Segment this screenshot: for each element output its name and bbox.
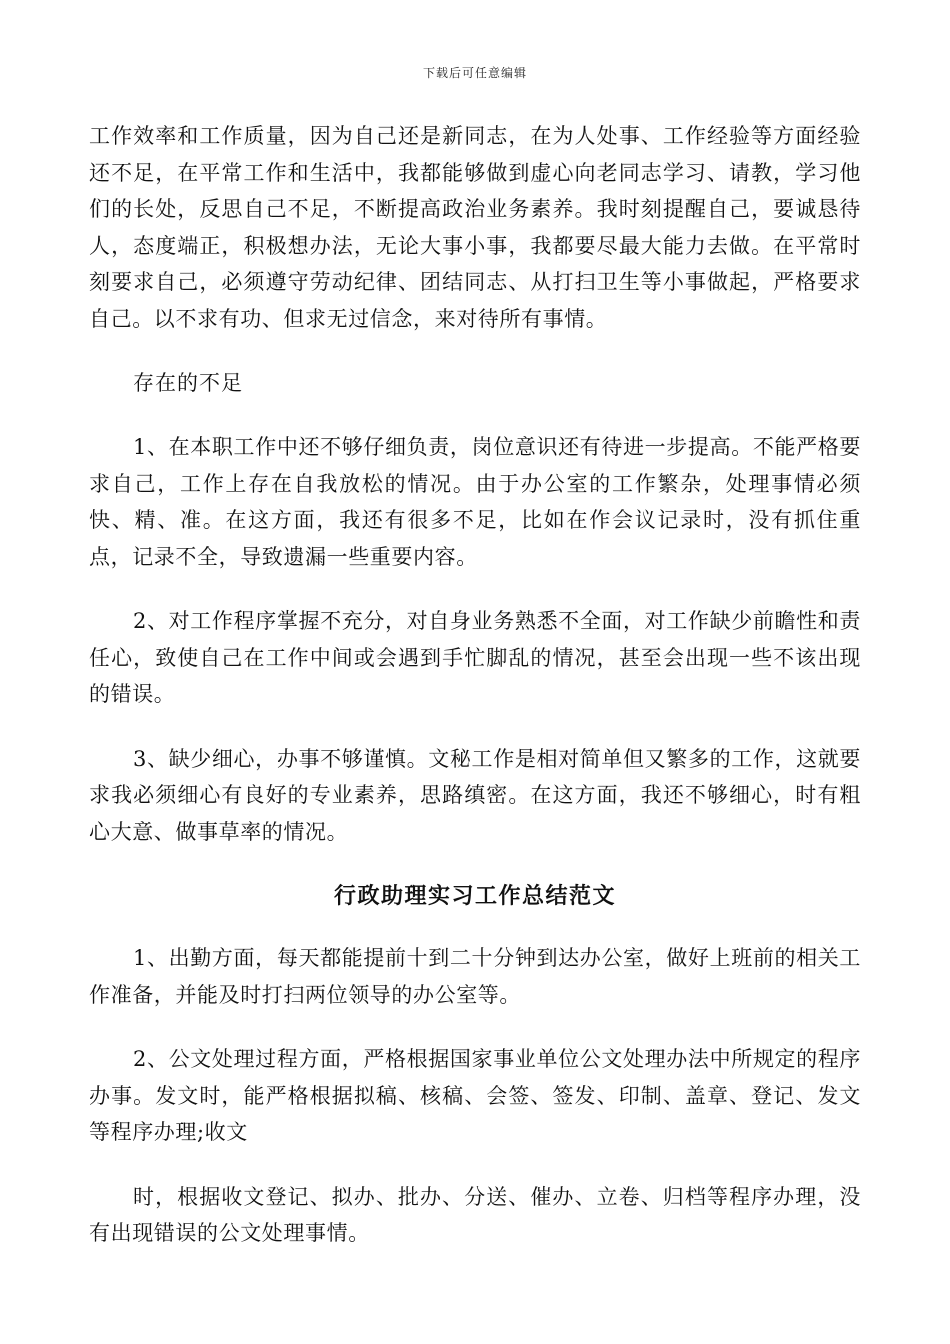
document-body <box>89 118 861 1280</box>
shortcomings-heading: 存在的不足 <box>133 371 243 395</box>
page-header: 下载后可任意编辑 <box>422 66 527 80</box>
section-item-2: 2、公文处理过程方面，严格根据国家事业单位公文处理办法中所规定的程序办事。发文时，能严格根据拟稿、核稿、会签、签发、印制、盖章、登记、发文等程序办理;收文 <box>89 1047 861 1144</box>
section-item-1: 1、出勤方面，每天都能提前十到二十分钟到达办公室，做好上班前的相关工作准备，并能及时打扫两位领导的办公室等。 <box>89 946 861 1007</box>
section-item-3: 时，根据收文登记、拟办、批办、分送、催办、立卷、归档等程序办理，没有出现错误的公文处理事情。 <box>89 1184 861 1245</box>
shortcoming-item-1: 1、在本职工作中还不够仔细负责，岗位意识还有待进一步提高。不能严格要求自己，工作上存在自我放松的情况。由于办公室的工作繁杂，处理事情必须快、精、准。在这方面，我还有很多不足，比如在作会议记录时，没有抓住重点，记录不全，导致遗漏一些重要内容。 <box>89 435 861 569</box>
section-title: 行政助理实习工作总结范文 <box>333 883 616 909</box>
shortcoming-item-3: 3、缺少细心，办事不够谨慎。文秘工作是相对简单但又繁多的工作，这就要求我必须细心有良好的专业素养，思路缜密。在这方面，我还不够细心，时有粗心大意、做事草率的情况。 <box>89 746 861 844</box>
shortcoming-item-2: 2、对工作程序掌握不充分，对自身业务熟悉不全面，对工作缺少前瞻性和责任心，致使自己在工作中间或会遇到手忙脚乱的情况，甚至会出现一些不该出现的错误。 <box>89 609 861 706</box>
intro-paragraph: 工作效率和工作质量，因为自己还是新同志，在为人处事、工作经验等方面经验还不足，在平常工作和生活中，我都能够做到虚心向老同志学习、请教，学习他们的长处，反思自己不足，不断提高政治业务素养。我时刻提醒自己，要诚恳待人，态度端正，积极想办法，无论大事小事，我都要尽最大能力去做。在平常时刻要求自己，必须遵守劳动纪律、团结同志、从打扫卫生等小事做起，严格要求自己。以不求有功、但求无过信念，来对待所有事情。 <box>89 124 861 331</box>
